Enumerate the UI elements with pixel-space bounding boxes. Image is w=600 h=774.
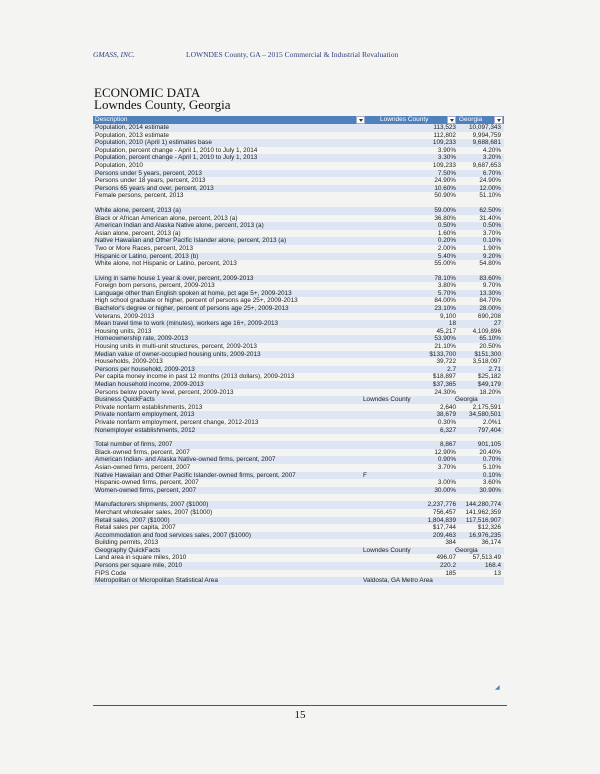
row-lowndes-value: 36.80% — [434, 214, 456, 222]
table-row — [93, 185, 504, 193]
table-row — [93, 320, 504, 328]
row-georgia-value: 4,109,896 — [472, 327, 501, 335]
row-description: FIPS Code — [95, 569, 127, 577]
row-georgia-value: 901,105 — [477, 441, 501, 449]
row-description: Women-owned firms, percent, 2007 — [95, 486, 197, 494]
row-lowndes-value: 1,804,839 — [427, 516, 456, 524]
row-description: Hispanic-owned firms, percent, 2007 — [95, 479, 199, 487]
table-row — [93, 449, 504, 457]
table-row — [93, 389, 504, 397]
group-spacer — [93, 434, 504, 441]
row-lowndes-value: 0.50% — [437, 222, 456, 230]
row-lowndes-value: 2.7 — [447, 365, 456, 373]
row-description: Median household income, 2009-2013 — [95, 381, 204, 388]
row-description: Native Hawaiian and Other Pacific Islander-owned firms, percent, 2007 — [95, 471, 296, 479]
row-description: Metropolitan or Micropolitan Statistical Area — [95, 577, 218, 585]
row-lowndes-value: $133,700 — [429, 350, 456, 358]
row-georgia-value: 168.4 — [485, 562, 501, 570]
row-description: Private nonfarm establishments, 2013 — [95, 403, 203, 411]
row-georgia-value: 9,688,681 — [472, 139, 501, 147]
row-description: Living in same house 1 year & over, percent, 2009-2013 — [95, 274, 254, 282]
row-lowndes-value: 756,457 — [432, 508, 456, 516]
table-row — [93, 419, 504, 427]
table-row — [93, 207, 504, 215]
row-lowndes-value: 24.30% — [434, 388, 456, 396]
row-lowndes-value: 55.00% — [434, 260, 456, 268]
group-spacer — [93, 200, 504, 207]
row-georgia-value: 9,994,759 — [472, 131, 501, 139]
row-georgia-value: 20.50% — [479, 343, 501, 351]
row-georgia-value: 3.70% — [482, 229, 501, 237]
row-group — [93, 501, 504, 585]
row-description: Population, 2013 estimate — [95, 131, 169, 139]
table-row — [93, 282, 504, 290]
row-lowndes-value: 109,233 — [432, 139, 456, 147]
row-georgia-value: 797,404 — [477, 426, 501, 434]
row-description: Population, 2010 (April 1) estimates base — [95, 139, 212, 147]
row-georgia-value: 4.20% — [482, 146, 501, 154]
row-description: Asian-owned firms, percent, 2007 — [95, 463, 191, 471]
table-resize-handle[interactable]: ◢ — [495, 685, 500, 691]
table-row — [93, 570, 504, 578]
table-row — [93, 343, 504, 351]
row-description: Foreign born persons, percent, 2009-2013 — [95, 282, 215, 290]
table-row — [93, 554, 504, 562]
report-title: LOWNDES County, GA – 2015 Commercial & Industrial Revaluation — [186, 50, 399, 59]
row-description: Persons under 18 years, percent, 2013 — [95, 177, 206, 185]
table-row — [93, 154, 504, 162]
footer-rule — [93, 705, 507, 706]
row-description: Business QuickFacts — [95, 396, 155, 404]
row-description: Median value of owner-occupied housing units, 2009-2013 — [95, 350, 261, 358]
row-lowndes-value: 109,233 — [432, 161, 456, 169]
table-row — [93, 562, 504, 570]
row-lowndes-value: 23.10% — [434, 305, 456, 313]
lowndes-filter-dropdown-icon[interactable] — [447, 116, 456, 124]
table-row — [93, 577, 504, 585]
row-lowndes-value: 5.70% — [437, 289, 456, 297]
row-georgia-value: 6.70% — [482, 169, 501, 177]
row-lowndes-value: 12.90% — [434, 448, 456, 456]
table-row — [93, 139, 504, 147]
table-row — [93, 132, 504, 140]
row-lowndes-value: 5.40% — [437, 252, 456, 260]
table-row — [93, 456, 504, 464]
row-description: Retail sales, 2007 ($1000) — [95, 516, 170, 524]
table-row — [93, 147, 504, 155]
group-spacer — [93, 268, 504, 275]
row-lowndes-value: 78.10% — [434, 274, 456, 282]
row-lowndes-value: 59.00% — [434, 206, 456, 214]
row-group — [93, 207, 504, 268]
row-georgia-label: Georgia — [455, 396, 478, 404]
column-description: Description — [95, 116, 128, 123]
table-row — [93, 215, 504, 223]
row-lowndes-value: 30.00% — [434, 486, 456, 494]
row-lowndes-label: Lowndes County — [363, 546, 411, 554]
row-description: Black or African American alone, percent, 2013 (a) — [95, 214, 238, 222]
table-row — [93, 487, 504, 495]
row-description: Land area in square miles, 2010 — [95, 554, 187, 562]
section-subheading: Lowndes County, Georgia — [94, 97, 231, 112]
row-description: Black-owned firms, percent, 2007 — [95, 448, 190, 456]
row-description: Native Hawaiian and Other Pacific Islander alone, percent, 2013 (a) — [95, 237, 287, 245]
table-header — [93, 116, 504, 124]
row-georgia-value: 57,513.49 — [472, 554, 501, 562]
row-lowndes-value: 53.90% — [434, 335, 456, 343]
table-row — [93, 464, 504, 472]
row-lowndes-value: 0.20% — [437, 237, 456, 245]
row-georgia-value: 144,280,774 — [465, 501, 501, 509]
row-georgia-value: 2.0%1 — [482, 418, 501, 426]
row-lowndes-value: 8,867 — [440, 441, 456, 449]
row-georgia-value: $49,179 — [477, 381, 501, 388]
table-row — [93, 253, 504, 261]
row-georgia-value: $151,300 — [474, 350, 501, 358]
row-description: Merchant wholesaler sales, 2007 ($1000) — [95, 508, 213, 516]
row-lowndes-value: 112,802 — [433, 131, 456, 139]
table-row — [93, 366, 504, 374]
row-description: Manufacturers shipments, 2007 ($1000) — [95, 501, 209, 509]
row-georgia-value: 9,687,653 — [472, 161, 501, 169]
row-georgia-value: $25,182 — [477, 373, 501, 381]
row-lowndes-text: Valdosta, GA Metro Area — [363, 577, 433, 585]
row-lowndes-value: 45,217 — [436, 327, 456, 335]
row-georgia-value: 2,175,591 — [472, 403, 501, 411]
row-lowndes-value: 21.10% — [434, 343, 456, 351]
row-description: Asian alone, percent, 2013 (a) — [95, 229, 181, 237]
column-georgia: Georgia — [459, 116, 483, 123]
table-row — [93, 509, 504, 517]
row-lowndes-value: $37,365 — [432, 381, 456, 388]
row-georgia-value: 690,208 — [477, 312, 501, 320]
row-lowndes-value: 384 — [445, 539, 456, 547]
page-number: 15 — [294, 709, 306, 721]
table-row — [93, 335, 504, 343]
table-row — [93, 260, 504, 268]
table-row — [93, 237, 504, 245]
row-lowndes-value: $18,897 — [432, 373, 456, 381]
row-georgia-value: 83.60% — [479, 274, 501, 282]
row-description: Private nonfarm employment, 2013 — [95, 411, 195, 419]
row-lowndes-value: 38,679 — [436, 411, 456, 419]
table-row — [93, 222, 504, 230]
row-lowndes-value: 220.2 — [440, 562, 456, 570]
row-description: Persons 65 years and over, percent, 2013 — [95, 184, 214, 192]
table-row — [93, 501, 504, 509]
row-georgia-value: 3,518,097 — [472, 358, 501, 366]
row-description: Language other than English spoken at home, pct age 5+, 2009-2013 — [95, 289, 292, 297]
running-header — [93, 50, 399, 59]
row-lowndes-value: 2,237,776 — [427, 501, 456, 509]
row-georgia-value: 117,516,907 — [465, 516, 501, 524]
company-name: GMASS, INC. — [93, 50, 135, 59]
table-row — [93, 547, 504, 555]
table-row — [93, 427, 504, 435]
row-georgia-value: 3.60% — [482, 479, 501, 487]
row-georgia-value: 18.20% — [479, 388, 501, 396]
row-lowndes-value: 185 — [445, 569, 456, 577]
table-row — [93, 305, 504, 313]
row-group — [93, 275, 504, 434]
row-description: Geography QuickFacts — [95, 546, 161, 554]
row-lowndes-value: 39,722 — [436, 358, 456, 366]
row-description: Persons below poverty level, percent, 2009-2013 — [95, 388, 234, 396]
row-lowndes-value: 50.90% — [434, 192, 456, 200]
table-row — [93, 275, 504, 283]
row-lowndes-value: 1.60% — [437, 229, 456, 237]
row-description: Homeownership rate, 2009-2013 — [95, 335, 189, 343]
georgia-filter-dropdown-icon[interactable] — [494, 116, 503, 124]
row-georgia-value: 141,962,359 — [465, 508, 501, 516]
row-georgia-value: 51.10% — [479, 192, 501, 200]
row-georgia-value: 65.10% — [479, 335, 501, 343]
row-georgia-label: Georgia — [455, 546, 478, 554]
economic-data-table — [93, 116, 504, 585]
row-georgia-value: 36,174 — [481, 539, 501, 547]
row-description: Hispanic or Latino, percent, 2013 (b) — [95, 252, 199, 260]
row-description: Private nonfarm employment, percent change, 2012-2013 — [95, 418, 259, 426]
row-description: Households, 2009-2013 — [95, 358, 163, 366]
table-row — [93, 177, 504, 185]
table-row — [93, 396, 504, 404]
row-georgia-value: 54.80% — [479, 260, 501, 268]
row-description: High school graduate or higher, percent of persons age 25+, 2009-2013 — [95, 297, 298, 305]
table-row — [93, 358, 504, 366]
row-georgia-value: 27 — [493, 320, 501, 328]
row-lowndes-value: 113,523 — [433, 124, 456, 131]
row-group — [93, 441, 504, 494]
row-lowndes-value: 2.00% — [437, 244, 456, 252]
row-description: American Indian and Alaska Native alone, percent, 2013 (a) — [95, 222, 264, 230]
row-georgia-value: 10,097,343 — [469, 124, 501, 131]
row-lowndes-label: Lowndes County — [363, 396, 411, 404]
row-lowndes-value: 0.30% — [437, 418, 456, 426]
row-lowndes-value: 209,463 — [432, 531, 456, 539]
row-description: Mean travel time to work (minutes), workers age 16+, 2009-2013 — [95, 320, 279, 328]
row-description: American Indian- and Alaska Native-owned firms, percent, 2007 — [95, 456, 276, 464]
row-georgia-value: 9.70% — [482, 282, 501, 290]
row-georgia-value: 24.90% — [479, 177, 501, 185]
group-spacer — [93, 494, 504, 501]
table-row — [93, 479, 504, 487]
table-row — [93, 170, 504, 178]
table-row — [93, 381, 504, 389]
row-description: White alone, not Hispanic or Latino, percent, 2013 — [95, 260, 237, 268]
row-description: Persons under 5 years, percent, 2013 — [95, 169, 202, 177]
row-description: Female persons, percent, 2013 — [95, 192, 184, 200]
table-row — [93, 404, 504, 412]
row-description: Two or More Races, percent, 2013 — [95, 244, 194, 252]
row-georgia-value: 31.40% — [479, 214, 501, 222]
row-georgia-value: 20.40% — [479, 448, 501, 456]
row-description: Retail sales per capita, 2007 — [95, 524, 176, 532]
row-georgia-value: 0.10% — [482, 237, 501, 245]
description-filter-dropdown-icon[interactable] — [356, 116, 365, 124]
table-row — [93, 230, 504, 238]
row-georgia-value: 5.10% — [482, 463, 501, 471]
row-description: Population, percent change - April 1, 2010 to July 1, 2014 — [95, 146, 258, 154]
table-row — [93, 328, 504, 336]
row-lowndes-value: 2,640 — [440, 403, 456, 411]
row-lowndes-value: 84.00% — [434, 297, 456, 305]
row-georgia-value: 2.71 — [488, 365, 501, 373]
row-lowndes-value: 10.60% — [434, 184, 456, 192]
table-row — [93, 124, 504, 132]
table-row — [93, 290, 504, 298]
row-georgia-value: 30.90% — [479, 486, 501, 494]
row-description: Population, 2014 estimate — [95, 124, 169, 131]
table-row — [93, 373, 504, 381]
row-description: Total number of firms, 2007 — [95, 441, 173, 449]
row-description: Bachelor's degree or higher, percent of persons age 25+, 2009-2013 — [95, 305, 289, 313]
row-georgia-value: 0.50% — [482, 222, 501, 230]
table-row — [93, 192, 504, 200]
section-heading: ECONOMIC DATA — [94, 85, 201, 100]
table-body — [93, 124, 504, 585]
row-lowndes-value: 3.70% — [437, 463, 456, 471]
table-row — [93, 313, 504, 321]
row-georgia-value: 34,580,501 — [469, 411, 501, 419]
row-description: Building permits, 2013 — [95, 539, 159, 547]
row-georgia-value: $12,326 — [477, 524, 501, 532]
row-description: Housing units in multi-unit structures, percent, 2009-2013 — [95, 343, 257, 351]
row-description: Accommodation and food services sales, 2007 ($1000) — [95, 531, 251, 539]
column-lowndes: Lowndes County — [380, 116, 429, 123]
row-georgia-value: 28.00% — [479, 305, 501, 313]
row-lowndes-value: 6,327 — [440, 426, 456, 434]
table-row — [93, 472, 504, 480]
row-lowndes-flag: F — [363, 471, 367, 479]
table-row — [93, 411, 504, 419]
row-georgia-value: 0.70% — [482, 456, 501, 464]
row-description: Per capita money income in past 12 months (2013 dollars), 2009-2013 — [95, 373, 295, 381]
row-lowndes-value: 18 — [448, 320, 456, 328]
table-row — [93, 524, 504, 532]
row-georgia-value: 16,976,235 — [469, 531, 501, 539]
row-georgia-value: 1.90% — [482, 244, 501, 252]
row-description: Persons per household, 2009-2013 — [95, 365, 195, 373]
table-row — [93, 532, 504, 540]
row-description: Nonemployer establishments, 2012 — [95, 426, 196, 434]
row-lowndes-value: 24.90% — [434, 177, 456, 185]
table-row — [93, 539, 504, 547]
row-description: White alone, percent, 2013 (a) — [95, 206, 181, 214]
table-row — [93, 297, 504, 305]
row-description: Population, 2010 — [95, 161, 143, 169]
table-row — [93, 351, 504, 359]
table-row — [93, 245, 504, 253]
row-lowndes-value: 3.00% — [437, 479, 456, 487]
row-georgia-value: 0.10% — [482, 471, 501, 479]
row-georgia-value: 3.20% — [482, 154, 501, 162]
row-georgia-value: 13.30% — [479, 289, 501, 297]
row-description: Veterans, 2009-2013 — [95, 312, 155, 320]
row-georgia-value: 84.70% — [479, 297, 501, 305]
row-lowndes-value: 3.30% — [437, 154, 456, 162]
row-description: Population, percent change - April 1, 2010 to July 1, 2013 — [95, 154, 258, 162]
row-georgia-value: 12.00% — [479, 184, 501, 192]
row-lowndes-value: 9,100 — [440, 312, 456, 320]
row-lowndes-value: 3.90% — [437, 146, 456, 154]
table-row — [93, 162, 504, 170]
row-lowndes-value: 0.90% — [437, 456, 456, 464]
row-lowndes-value: $17,744 — [432, 524, 456, 532]
row-lowndes-value: 7.50% — [437, 169, 456, 177]
table-row — [93, 441, 504, 449]
row-description: Housing units, 2013 — [95, 327, 152, 335]
row-group — [93, 124, 504, 200]
table-row — [93, 517, 504, 525]
row-georgia-value: 62.50% — [479, 206, 501, 214]
row-georgia-value: 9.20% — [482, 252, 501, 260]
row-lowndes-value: 496.07 — [436, 554, 456, 562]
row-georgia-value: 13 — [493, 569, 501, 577]
row-description: Persons per square mile, 2010 — [95, 562, 183, 570]
row-lowndes-value: 3.80% — [437, 282, 456, 290]
